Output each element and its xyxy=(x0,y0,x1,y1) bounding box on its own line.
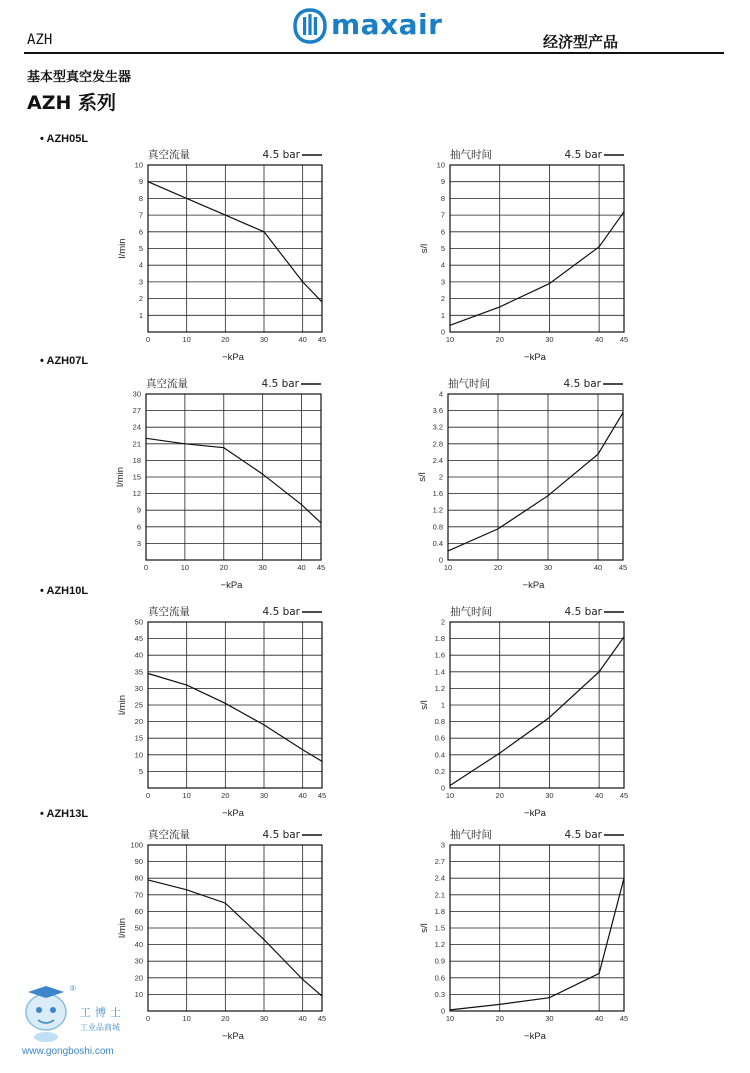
chart-7-xlabel: −kPa xyxy=(524,1031,546,1042)
chart-2-data-point xyxy=(301,504,302,505)
chart-3-ytick-label: 0 xyxy=(438,555,443,565)
chart-1-ytick-label: 0 xyxy=(440,327,445,337)
chart-4-data-point xyxy=(225,703,226,704)
model-label-azh13l: • AZH13L xyxy=(40,808,89,820)
chart-7-xtick-label: 10 xyxy=(445,1014,455,1023)
chart-0-data-point xyxy=(321,301,322,302)
chart-5-ytick-label: 1 xyxy=(440,700,445,710)
watermark-name: 工博士 xyxy=(80,1006,125,1019)
chart-4-xtick-label: 20 xyxy=(221,791,230,800)
chart-3-data-point xyxy=(497,528,498,529)
chart-1-ytick-label: 1 xyxy=(440,310,445,320)
chart-1-title: 抽气时间 xyxy=(450,149,492,161)
chart-5-xtick-label: 30 xyxy=(545,791,554,800)
chart-5-data-point xyxy=(599,671,600,672)
chart-3-ytick-label: 4 xyxy=(438,389,443,399)
chart-6-data-point xyxy=(225,903,226,904)
chart-4-ytick-label: 25 xyxy=(134,700,143,710)
chart-5-condition: 4.5 bar xyxy=(564,606,602,618)
chart-7-ytick-label: 2.4 xyxy=(434,873,445,883)
chart-6-ytick-label: 90 xyxy=(134,857,143,867)
chart-5-xtick-label: 40 xyxy=(594,791,604,800)
chart-0-title: 真空流量 xyxy=(148,149,190,161)
watermark-tagline: 工业品商城 xyxy=(80,1023,120,1032)
chart-7-xtick-label: 20 xyxy=(495,1014,504,1023)
chart-3-xtick-label: 40 xyxy=(593,563,603,572)
chart-0-data-point xyxy=(186,198,187,199)
chart-6-ytick-label: 100 xyxy=(130,840,143,850)
chart-3-xtick-label: 30 xyxy=(543,563,553,572)
chart-6-data-point xyxy=(186,889,187,890)
chart-6-xtick-label: 30 xyxy=(259,1014,269,1023)
chart-4-series-line xyxy=(148,674,322,762)
chart-4-title: 真空流量 xyxy=(148,606,190,618)
chart-2-xtick-label: 0 xyxy=(143,563,149,572)
chart-5-xlabel: −kPa xyxy=(524,808,546,819)
chart-1-ytick-label: 2 xyxy=(440,294,445,304)
chart-7-title: 抽气时间 xyxy=(450,829,492,841)
chart-2-ytick-label: 21 xyxy=(132,439,141,449)
chart-1-condition: 4.5 bar xyxy=(564,149,602,161)
chart-1-xtick-label: 45 xyxy=(619,335,629,344)
chart-1-data-point xyxy=(449,325,450,326)
chart-7-ytick-label: 1.5 xyxy=(434,923,445,933)
chart-3-ytick-label: 0.4 xyxy=(432,538,443,548)
chart-0-ytick-label: 3 xyxy=(138,277,143,287)
chart-1-xtick-label: 40 xyxy=(594,335,604,344)
chart-1-ytick-label: 6 xyxy=(440,227,445,237)
chart-5-data-point xyxy=(499,753,500,754)
chart-7-ylabel: s/l xyxy=(419,923,430,933)
chart-7-data-point xyxy=(549,997,550,998)
chart-3-ytick-label: 1.2 xyxy=(432,505,443,515)
chart-3-xtick-label: 20 xyxy=(493,563,503,572)
chart-1-data-point xyxy=(599,246,600,247)
chart-2-data-point xyxy=(262,474,263,475)
chart-6-data-point xyxy=(147,879,148,880)
watermark-url: www.gongboshi.com xyxy=(22,1046,114,1057)
chart-5-xtick-label: 10 xyxy=(445,791,455,800)
chart-2-ytick-label: 3 xyxy=(136,538,141,548)
chart-6-ytick-label: 40 xyxy=(134,940,143,950)
chart-4-ytick-label: 10 xyxy=(134,750,143,760)
chart-5-series-line xyxy=(450,637,624,786)
chart-2-data-point xyxy=(320,522,321,523)
chart-7-series-line xyxy=(450,878,624,1010)
product-category: 经济型产品 xyxy=(542,33,618,51)
chart-0-ytick-label: 7 xyxy=(138,210,143,220)
chart-2-xtick-label: 20 xyxy=(219,563,228,572)
chart-3-data-point xyxy=(447,550,448,551)
chart-1-xlabel: −kPa xyxy=(524,352,546,363)
chart-5-ytick-label: 0.4 xyxy=(434,750,445,760)
chart-6-data-point xyxy=(302,979,303,980)
chart-3-data-point xyxy=(622,412,623,413)
chart-0-data-point xyxy=(147,181,148,182)
chart-5-ytick-label: 0.6 xyxy=(434,733,445,743)
chart-7-data-point xyxy=(449,1009,450,1010)
chart-6-xtick-label: 40 xyxy=(298,1014,307,1023)
chart-2-data-point xyxy=(184,443,185,444)
chart-4-data-point xyxy=(321,761,322,762)
chart-1-xtick-label: 30 xyxy=(545,335,554,344)
chart-4-xtick-label: 45 xyxy=(317,791,327,800)
chart-2-ytick-label: 15 xyxy=(132,472,141,482)
chart-5-ytick-label: 1.8 xyxy=(434,634,445,644)
chart-0-ytick-label: 5 xyxy=(138,244,143,253)
registered-mark: ® xyxy=(70,984,76,993)
chart-3-xtick-label: 45 xyxy=(618,563,628,572)
chart-0-xlabel: −kPa xyxy=(222,352,244,363)
chart-3-xtick-label: 10 xyxy=(443,563,453,572)
chart-4-xtick-label: 10 xyxy=(182,791,191,800)
chart-7-xtick-label: 45 xyxy=(619,1014,629,1023)
chart-0-xtick-label: 45 xyxy=(317,335,327,344)
chart-5-ylabel: s/l xyxy=(419,700,430,710)
chart-4-ylabel: l/min xyxy=(117,694,128,716)
chart-5-xtick-label: 20 xyxy=(495,791,504,800)
chart-0-data-point xyxy=(263,231,264,232)
chart-7-ytick-label: 1.2 xyxy=(434,940,445,950)
header-model-code: AZH xyxy=(27,32,53,48)
chart-3-ytick-label: 2.4 xyxy=(432,455,443,465)
chart-3-ytick-label: 2.8 xyxy=(432,439,443,449)
chart-5-ytick-label: 0 xyxy=(440,783,445,793)
chart-6-xlabel: −kPa xyxy=(222,1031,244,1042)
chart-5-data-point xyxy=(449,785,450,786)
chart-5-ytick-label: 1.4 xyxy=(434,667,445,677)
chart-1-ytick-label: 5 xyxy=(440,244,445,253)
chart-3-title: 抽气时间 xyxy=(448,378,490,390)
chart-1-data-point xyxy=(549,283,550,284)
chart-4-xlabel: −kPa xyxy=(222,808,244,819)
page-subtitle: 基本型真空发生器 xyxy=(27,70,132,85)
chart-0-data-point xyxy=(302,281,303,282)
chart-4-ytick-label: 35 xyxy=(134,667,143,677)
chart-1-ylabel: s/l xyxy=(419,243,430,254)
chart-2-data-point xyxy=(145,438,146,439)
chart-7-data-point xyxy=(499,1004,500,1005)
chart-5-ytick-label: 1.2 xyxy=(434,683,445,693)
chart-7-ytick-label: 0.9 xyxy=(434,956,445,966)
chart-2-ytick-label: 24 xyxy=(132,422,141,432)
chart-3-ytick-label: 1.6 xyxy=(432,489,443,499)
chart-0-ytick-label: 10 xyxy=(134,160,143,170)
chart-7-ytick-label: 0.6 xyxy=(434,973,445,983)
chart-7-ytick-label: 3 xyxy=(440,840,445,850)
chart-0-ytick-label: 9 xyxy=(138,177,143,187)
chart-2-xlabel: −kPa xyxy=(220,580,243,591)
chart-5-title: 抽气时间 xyxy=(450,606,492,618)
chart-4-condition: 4.5 bar xyxy=(262,606,300,618)
chart-3-ytick-label: 0.8 xyxy=(432,522,443,532)
chart-3-ytick-label: 3.6 xyxy=(432,406,443,416)
chart-0-xtick-label: 20 xyxy=(221,335,230,344)
chart-2-ytick-label: 27 xyxy=(132,406,141,416)
model-label-azh07l: • AZH07L xyxy=(40,355,89,367)
chart-1-ytick-label: 7 xyxy=(440,210,445,220)
chart-6-ytick-label: 60 xyxy=(134,906,143,916)
chart-0-ytick-label: 1 xyxy=(138,310,143,320)
chart-6-ytick-label: 80 xyxy=(134,873,143,883)
chart-5-ytick-label: 2 xyxy=(440,617,445,627)
chart-0-ytick-label: 8 xyxy=(138,193,143,203)
chart-3-ytick-label: 3.2 xyxy=(432,422,443,432)
chart-6-ylabel: l/min xyxy=(117,917,128,939)
chart-5-xtick-label: 45 xyxy=(619,791,629,800)
chart-4-ytick-label: 15 xyxy=(134,733,143,743)
chart-1-xtick-label: 20 xyxy=(495,335,504,344)
chart-0-ytick-label: 4 xyxy=(138,260,143,270)
chart-4-ytick-label: 20 xyxy=(134,717,143,727)
chart-4-xtick-label: 0 xyxy=(145,791,151,800)
chart-2-xtick-label: 30 xyxy=(258,563,267,572)
chart-1-ytick-label: 4 xyxy=(440,260,445,270)
brand-name: maxair xyxy=(331,8,443,41)
chart-6-ytick-label: 50 xyxy=(134,923,143,933)
chart-7-data-point xyxy=(599,973,600,974)
chart-3-ytick-label: 2 xyxy=(438,472,443,482)
chart-1-data-point xyxy=(499,306,500,307)
chart-6-series-line xyxy=(148,880,322,996)
chart-1-ytick-label: 9 xyxy=(440,177,445,187)
chart-4-ytick-label: 40 xyxy=(134,650,143,660)
chart-3-data-point xyxy=(597,454,598,455)
chart-0-xtick-label: 40 xyxy=(298,335,307,344)
chart-7-ytick-label: 2.1 xyxy=(434,890,445,900)
chart-6-ytick-label: 20 xyxy=(134,973,143,983)
chart-0-xtick-label: 10 xyxy=(182,335,191,344)
chart-1-ytick-label: 3 xyxy=(440,277,445,287)
chart-6-ytick-label: 70 xyxy=(134,890,143,900)
chart-2-xtick-label: 45 xyxy=(316,563,326,572)
chart-6-data-point xyxy=(263,939,264,940)
chart-5-data-point xyxy=(623,636,624,637)
chart-0-series-line xyxy=(148,182,322,302)
chart-6-xtick-label: 45 xyxy=(317,1014,327,1023)
chart-2-ytick-label: 6 xyxy=(136,522,141,532)
chart-5-ytick-label: 0.8 xyxy=(434,717,445,727)
chart-2-condition: 4.5 bar xyxy=(261,378,299,390)
chart-7-xtick-label: 40 xyxy=(594,1014,604,1023)
chart-2-ytick-label: 18 xyxy=(132,455,141,465)
chart-7-xtick-label: 30 xyxy=(545,1014,554,1023)
chart-7-ytick-label: 2.7 xyxy=(434,857,445,867)
chart-6-xtick-label: 10 xyxy=(182,1014,191,1023)
model-label-azh05l: • AZH05L xyxy=(40,133,89,145)
chart-2-xtick-label: 10 xyxy=(180,563,190,572)
model-label-azh10l: • AZH10L xyxy=(40,585,89,597)
chart-3-xlabel: −kPa xyxy=(522,580,545,591)
chart-4-data-point xyxy=(263,724,264,725)
chart-2-ytick-label: 9 xyxy=(136,505,141,515)
chart-7-ytick-label: 0 xyxy=(440,1006,445,1016)
chart-2-xtick-label: 40 xyxy=(297,563,306,572)
chart-7-data-point xyxy=(623,878,624,879)
chart-6-xtick-label: 20 xyxy=(221,1014,230,1023)
chart-3-condition: 4.5 bar xyxy=(563,378,601,390)
chart-3-series-line xyxy=(448,413,623,551)
chart-0-ylabel: l/min xyxy=(117,238,128,259)
chart-6-ytick-label: 30 xyxy=(134,956,143,966)
chart-0-ytick-label: 6 xyxy=(138,227,143,237)
chart-6-data-point xyxy=(321,995,322,996)
chart-4-data-point xyxy=(186,684,187,685)
chart-6-xtick-label: 0 xyxy=(145,1014,151,1023)
chart-5-data-point xyxy=(549,717,550,718)
chart-0-xtick-label: 30 xyxy=(259,335,269,344)
chart-1-xtick-label: 10 xyxy=(445,335,455,344)
chart-3-ylabel: s/l xyxy=(417,472,428,482)
chart-4-ytick-label: 45 xyxy=(134,634,143,644)
chart-6-ytick-label: 10 xyxy=(134,989,143,999)
chart-2-ytick-label: 30 xyxy=(132,389,141,399)
chart-2-ylabel: l/min xyxy=(115,466,126,488)
chart-0-data-point xyxy=(225,215,226,216)
chart-4-data-point xyxy=(302,749,303,750)
chart-3-data-point xyxy=(547,495,548,496)
chart-4-ytick-label: 50 xyxy=(134,617,143,627)
chart-0-ytick-label: 2 xyxy=(138,294,143,304)
chart-1-series-line xyxy=(450,212,624,325)
chart-2-ytick-label: 12 xyxy=(132,489,141,499)
page-title: AZH 系列 xyxy=(27,92,116,114)
chart-0-xtick-label: 0 xyxy=(145,335,151,344)
chart-7-ytick-label: 0.3 xyxy=(434,989,445,999)
chart-4-ytick-label: 30 xyxy=(134,683,143,693)
chart-1-ytick-label: 10 xyxy=(436,160,445,170)
chart-4-xtick-label: 30 xyxy=(259,791,269,800)
chart-1-ytick-label: 8 xyxy=(440,193,445,203)
chart-1-data-point xyxy=(623,211,624,212)
chart-6-title: 真空流量 xyxy=(148,829,190,841)
chart-0-condition: 4.5 bar xyxy=(262,149,300,161)
chart-4-xtick-label: 40 xyxy=(298,791,307,800)
chart-2-title: 真空流量 xyxy=(146,378,188,390)
chart-7-ytick-label: 1.8 xyxy=(434,906,445,916)
chart-6-condition: 4.5 bar xyxy=(262,829,300,841)
chart-4-ytick-label: 5 xyxy=(138,766,143,776)
chart-2-data-point xyxy=(223,447,224,448)
chart-4-data-point xyxy=(147,673,148,674)
chart-5-ytick-label: 0.2 xyxy=(434,766,445,776)
chart-7-condition: 4.5 bar xyxy=(564,829,602,841)
chart-5-ytick-label: 1.6 xyxy=(434,650,445,660)
